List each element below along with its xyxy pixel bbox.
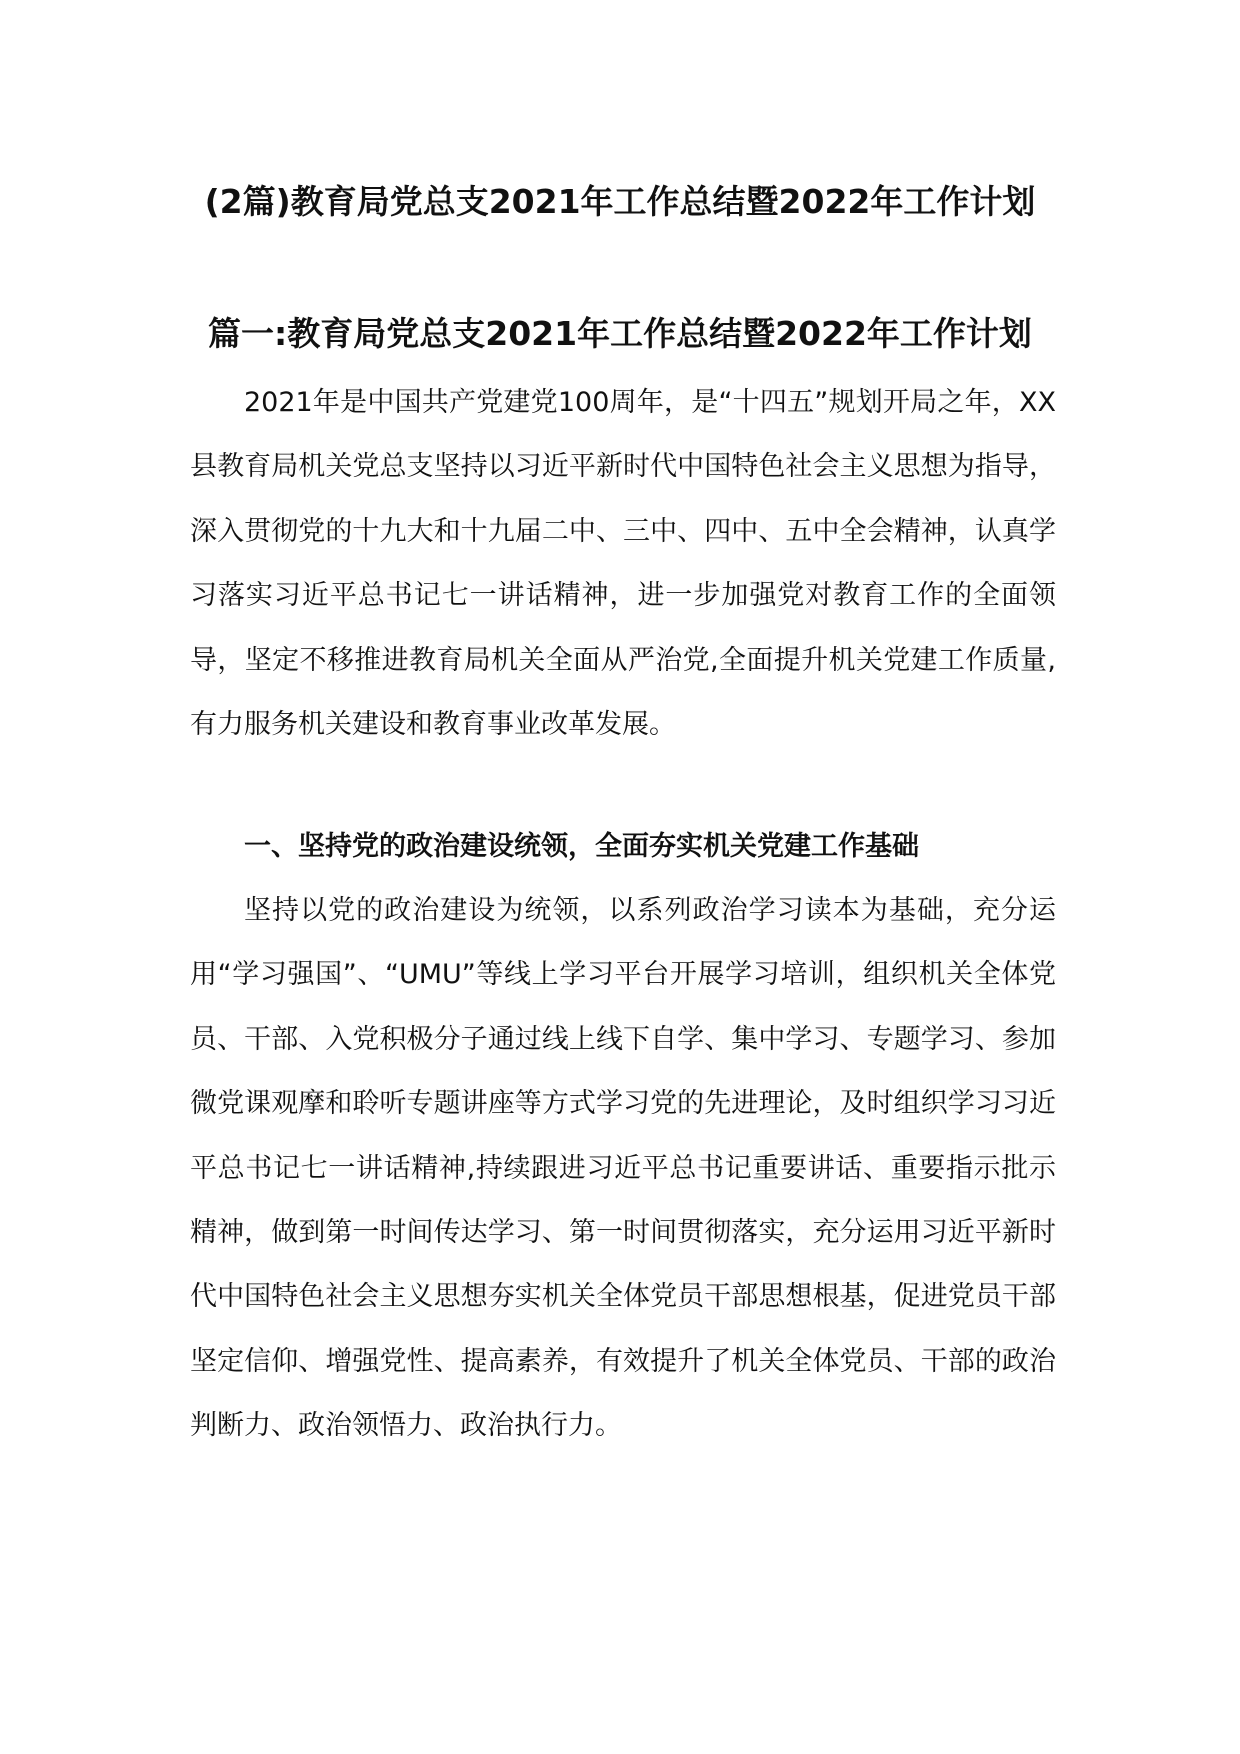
document-title: (2篇)教育局党总支2021年工作总结暨2022年工作计划 — [204, 182, 1036, 221]
intro-paragraph: 2021年是中国共产党建党100周年，是“十四五”规划开局之年，XX县教育局机关党总支坚持以习近平新时代中国特色社会主义思想为指导，深入贯彻党的十九大和十九届二中、三中、四中、五中全会精神，认真学习落实习近平总书记七一讲话精神，进一步加强党对教育工作的全面领导，坚定不移推进教育局机关全面从严治党,全面提升机关党建工作质量,有力服务机关建设和教育事业改革发展。 — [190, 387, 1056, 741]
article-title: 篇一:教育局党总支2021年工作总结暨2022年工作计划 — [208, 314, 1032, 353]
section-heading: 一、坚持党的政治建设统领，全面夯实机关党建工作基础 — [244, 831, 919, 862]
section-body-paragraph: 坚持以党的政治建设为统领，以系列政治学习读本为基础，充分运用“学习强国”、“UMU”等线上学习平台开展学习培训，组织机关全体党员、干部、入党积极分子通过线上线下自学、集中学习、专题学习、参加微党课观摩和聆听专题讲座等方式学习党的先进理论，及时组织学习习近平总书记七一讲话精神,持续跟进习近平总书记重要讲话、重要指示批示精神，做到第一时间传达学习、第一时间贯彻落实，充分运用习近平新时代中国特色社会主义思想夯实机关全体党员干部思想根基，促进党员干部坚定信仰、增强党性、提高素养，有效提升了机关全体党员、干部的政治判断力、政治领悟力、政治执行力。 — [190, 895, 1056, 1442]
